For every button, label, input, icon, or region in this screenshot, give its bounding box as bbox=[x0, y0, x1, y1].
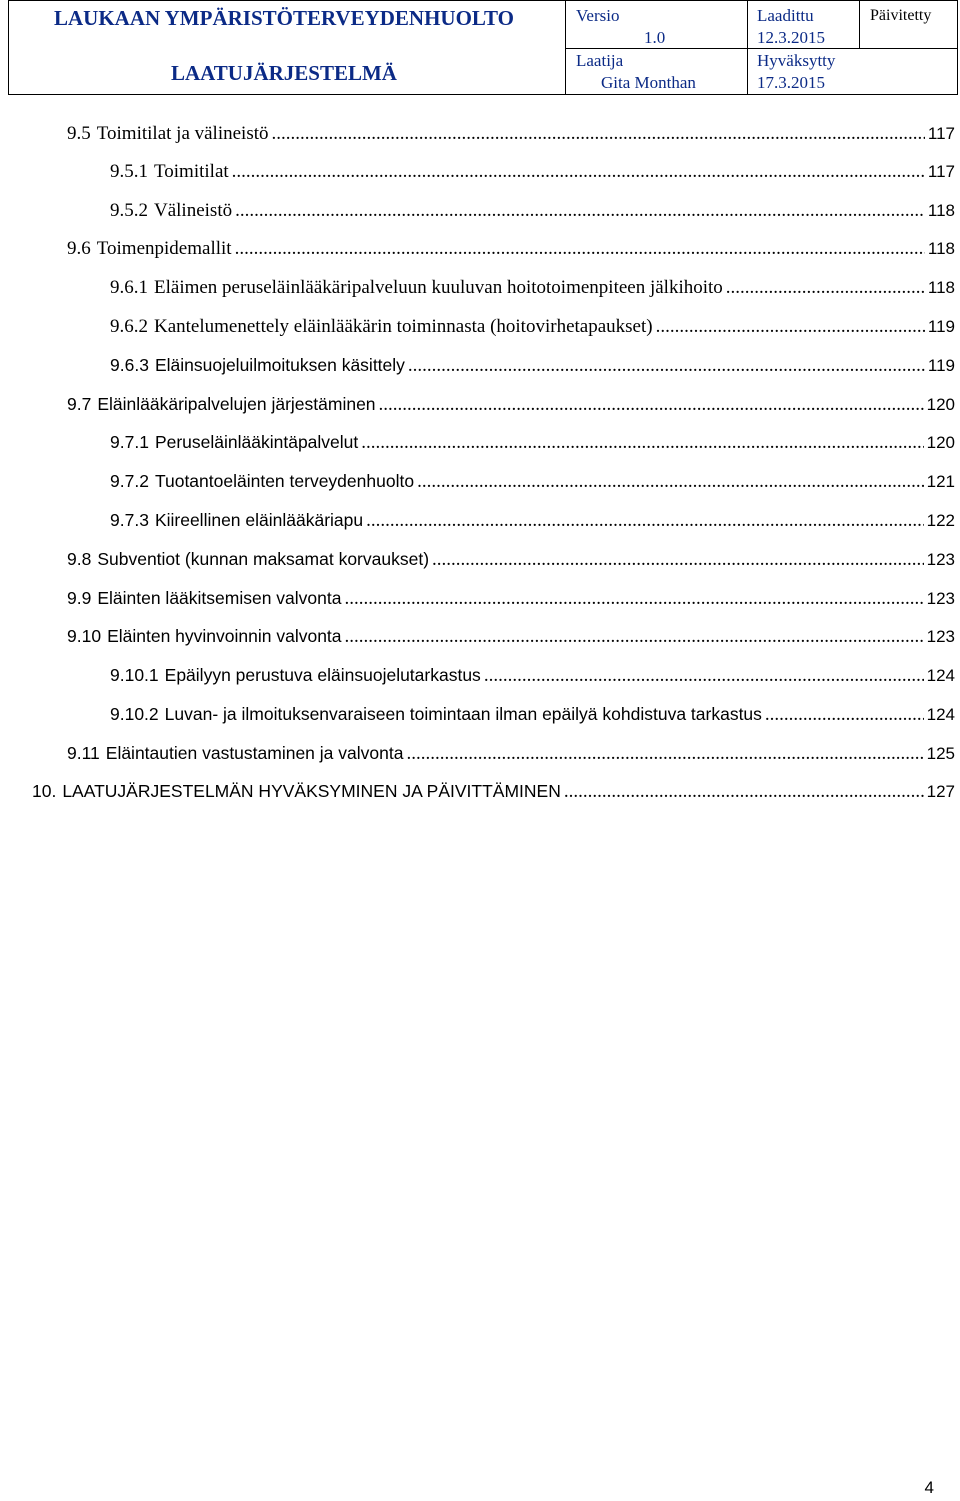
toc-entry[interactable] bbox=[110, 200, 955, 226]
toc-page: 117 bbox=[927, 124, 955, 143]
toc-number: 9.10.1 bbox=[110, 665, 159, 685]
toc-number: 9.10 bbox=[67, 626, 102, 646]
toc-entry[interactable] bbox=[67, 588, 955, 614]
created-label: Laadittu bbox=[757, 6, 814, 25]
toc-leader bbox=[417, 471, 924, 493]
toc-page: 127 bbox=[926, 782, 955, 801]
toc-page: 120 bbox=[926, 433, 955, 452]
version-label: Versio bbox=[576, 6, 620, 25]
toc-entry[interactable] bbox=[67, 626, 955, 652]
updated-label: Päivitetty bbox=[870, 7, 932, 24]
toc-entry[interactable] bbox=[67, 743, 955, 769]
toc-title: Eläimen peruseläinlääkäripalveluun kuuluvan hoitotoimenpiteen jälkihoito bbox=[154, 277, 723, 298]
page-number: 4 bbox=[924, 1478, 934, 1497]
toc-entry[interactable] bbox=[67, 123, 955, 149]
toc-number: 9.6 bbox=[67, 238, 91, 259]
toc-leader bbox=[484, 665, 924, 687]
toc-title: Luvan- ja ilmoituksenvaraiseen toimintaan ilman epäilyä kohdistuva tarkastus bbox=[164, 704, 762, 724]
header-divider bbox=[565, 48, 957, 49]
toc-number: 10. bbox=[32, 781, 57, 801]
toc-leader bbox=[366, 510, 923, 532]
toc-title: Peruseläinlääkintäpalvelut bbox=[154, 432, 359, 452]
toc-page: 118 bbox=[927, 201, 955, 220]
toc-entry[interactable] bbox=[110, 316, 955, 342]
toc-title: LAATUJÄRJESTELMÄN HYVÄKSYMINEN JA PÄIVITTÄMINEN bbox=[62, 781, 561, 801]
toc-title: Eläinsuojeluilmoituksen käsittely bbox=[154, 355, 405, 375]
toc-entry[interactable] bbox=[110, 510, 955, 536]
document-name: LAATUJÄRJESTELMÄ bbox=[171, 61, 397, 85]
toc-title: Toimitilat ja välineistö bbox=[96, 123, 269, 144]
toc-title: Subventiot (kunnan maksamat korvaukset) bbox=[97, 549, 430, 569]
toc-entry[interactable] bbox=[110, 161, 955, 187]
toc-title: Eläinlääkäripalvelujen järjestäminen bbox=[97, 394, 376, 414]
toc-number: 9.8 bbox=[67, 549, 92, 569]
toc-entry[interactable] bbox=[67, 238, 955, 264]
toc-number: 9.7 bbox=[67, 394, 92, 414]
toc-page: 123 bbox=[926, 589, 955, 608]
toc-page: 117 bbox=[927, 162, 955, 181]
toc-leader bbox=[345, 626, 924, 648]
toc-number: 9.6.2 bbox=[110, 316, 148, 337]
toc-number: 9.6.1 bbox=[110, 277, 148, 298]
toc-entry[interactable] bbox=[67, 549, 955, 575]
toc-leader bbox=[432, 549, 924, 571]
toc-page: 118 bbox=[927, 239, 955, 258]
toc-page: 125 bbox=[926, 744, 955, 763]
toc-entry[interactable] bbox=[32, 781, 955, 807]
author-label: Laatija bbox=[576, 51, 624, 70]
toc-title: Toimenpidemallit bbox=[96, 238, 232, 259]
toc-leader bbox=[232, 161, 925, 183]
toc-leader bbox=[272, 123, 925, 145]
toc-number: 9.5.1 bbox=[110, 161, 148, 182]
toc-number: 9.7.2 bbox=[110, 471, 149, 491]
toc-number: 9.7.3 bbox=[110, 510, 149, 530]
toc-page: 119 bbox=[927, 317, 955, 336]
toc-leader bbox=[726, 277, 925, 299]
toc-number: 9.6.3 bbox=[110, 355, 149, 375]
toc-entry[interactable] bbox=[110, 355, 955, 381]
toc-number: 9.11 bbox=[67, 743, 100, 763]
toc-leader bbox=[765, 704, 924, 726]
toc-entry[interactable] bbox=[110, 432, 955, 458]
toc-entry[interactable] bbox=[110, 277, 955, 303]
toc-title: Tuotantoeläinten terveydenhuolto bbox=[154, 471, 415, 491]
author-value: Gita Monthan bbox=[601, 73, 696, 92]
approved-value: 17.3.2015 bbox=[757, 73, 825, 92]
toc-title: Eläinten hyvinvoinnin valvonta bbox=[107, 626, 342, 646]
toc-leader bbox=[656, 316, 925, 338]
toc-leader bbox=[361, 432, 923, 454]
created-value: 12.3.2015 bbox=[757, 28, 825, 47]
toc-title: Eläinten lääkitsemisen valvonta bbox=[97, 588, 342, 608]
toc-title: Eläintautien vastustaminen ja valvonta bbox=[105, 743, 404, 763]
toc-page: 121 bbox=[926, 472, 955, 491]
toc-title: Kantelumenettely eläinlääkärin toiminnasta (hoitovirhetapaukset) bbox=[154, 316, 653, 337]
toc-entry[interactable] bbox=[110, 471, 955, 497]
toc-page: 118 bbox=[927, 278, 955, 297]
toc-title: Toimitilat bbox=[154, 161, 229, 182]
toc-entry[interactable] bbox=[67, 394, 955, 420]
organization-name: LAUKAAN YMPÄRISTÖTERVEYDENHUOLTO bbox=[54, 6, 514, 30]
toc-number: 9.5 bbox=[67, 123, 91, 144]
toc-number: 9.7.1 bbox=[110, 432, 149, 452]
toc-number: 9.10.2 bbox=[110, 704, 159, 724]
toc-page: 119 bbox=[927, 356, 955, 375]
toc-leader bbox=[235, 238, 925, 260]
toc-entry[interactable] bbox=[110, 665, 955, 691]
toc-number: 9.5.2 bbox=[110, 200, 148, 221]
toc-leader bbox=[408, 355, 925, 377]
toc-title: Kiireellinen eläinlääkäriapu bbox=[154, 510, 364, 530]
toc-page: 124 bbox=[926, 666, 955, 685]
toc-page: 124 bbox=[926, 705, 955, 724]
toc-page: 122 bbox=[926, 511, 955, 530]
toc-leader bbox=[345, 588, 924, 610]
toc-leader bbox=[406, 743, 923, 765]
toc-leader bbox=[379, 394, 924, 416]
toc-leader bbox=[564, 781, 924, 803]
toc-title: Epäilyyn perustuva eläinsuojelutarkastus bbox=[164, 665, 481, 685]
toc-page: 123 bbox=[926, 627, 955, 646]
toc-page: 123 bbox=[926, 550, 955, 569]
toc-title: Välineistö bbox=[154, 200, 233, 221]
version-value: 1.0 bbox=[644, 28, 666, 47]
toc-leader bbox=[235, 200, 925, 222]
header-divider bbox=[859, 1, 860, 48]
toc-entry[interactable] bbox=[110, 704, 955, 730]
toc-number: 9.9 bbox=[67, 588, 92, 608]
toc-page: 120 bbox=[926, 395, 955, 414]
approved-label: Hyväksytty bbox=[757, 51, 836, 70]
